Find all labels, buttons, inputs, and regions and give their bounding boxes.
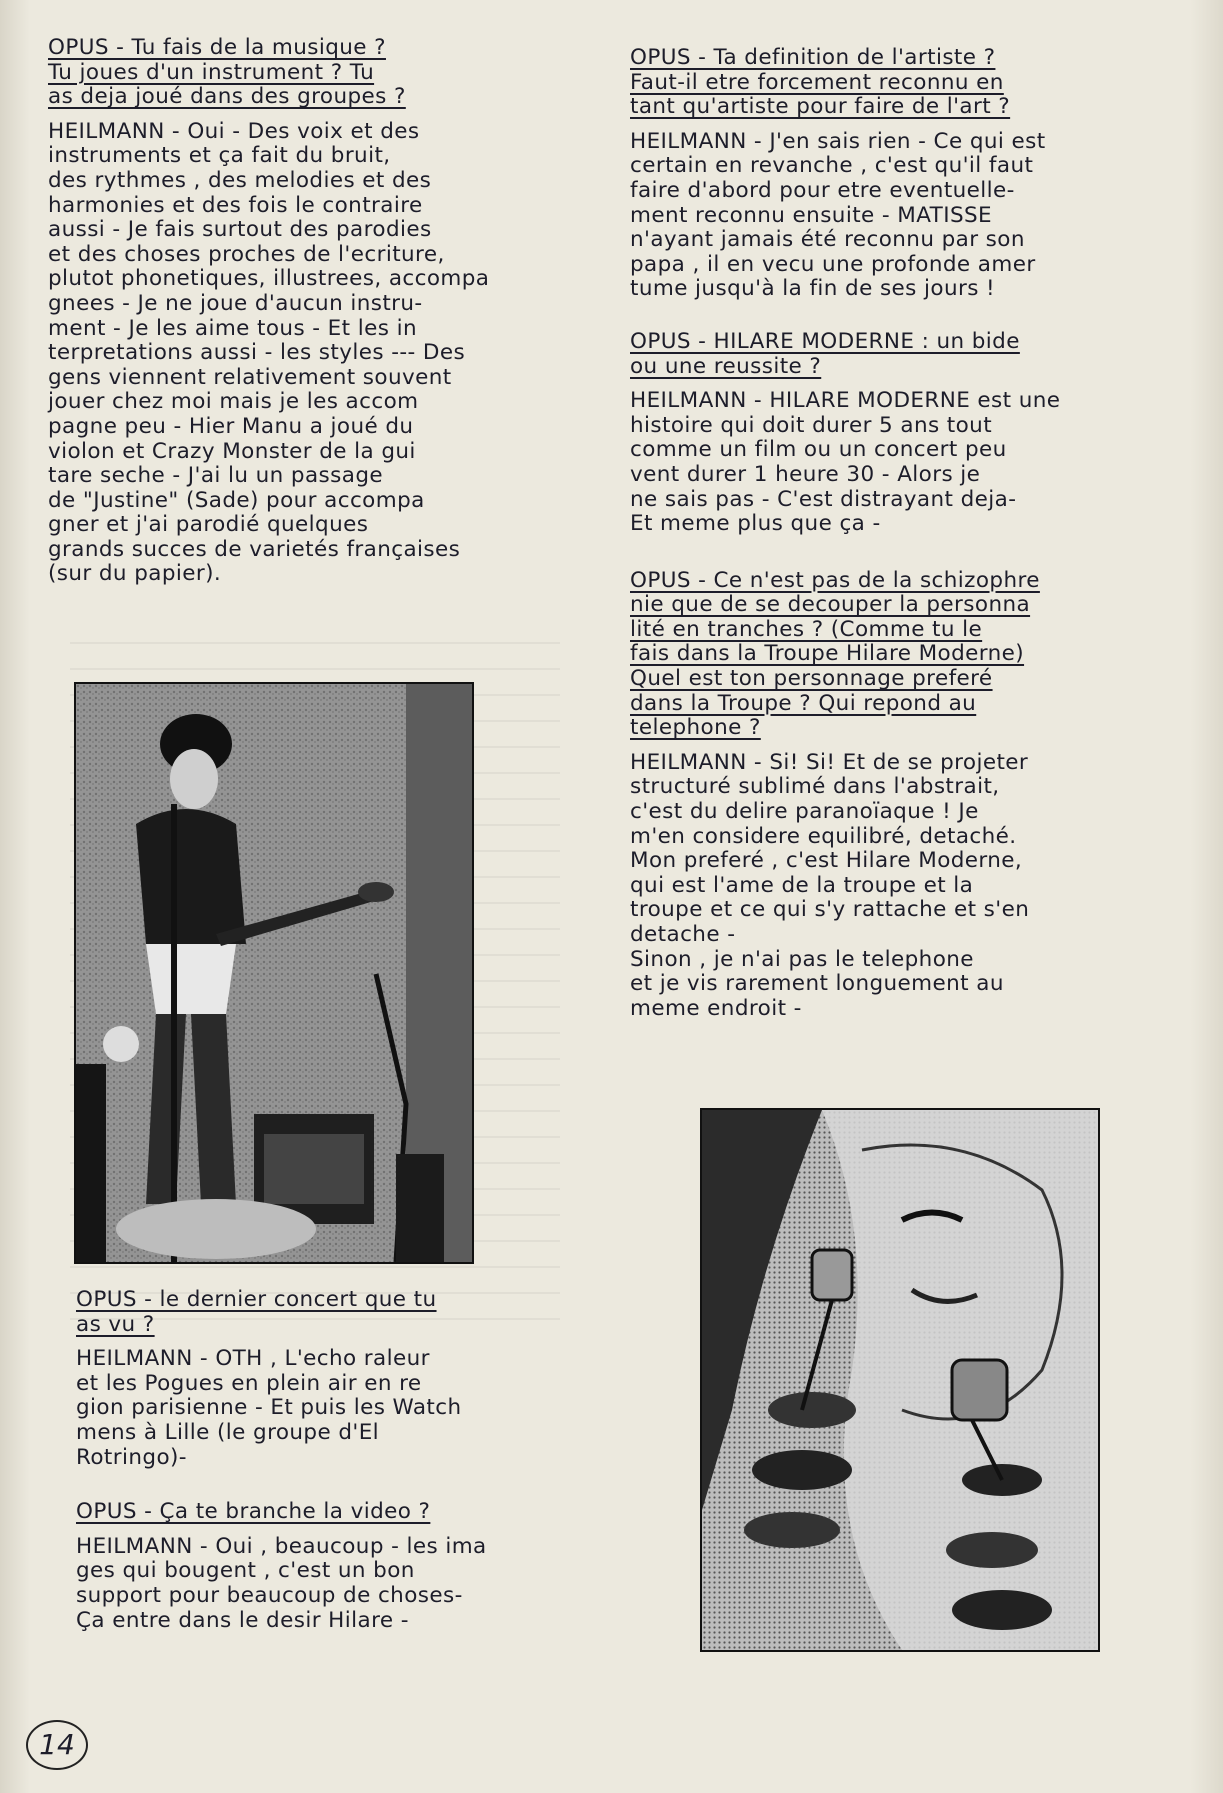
answer-line: support pour beaucoup de choses-: [76, 1582, 463, 1608]
question-line: as vu ?: [76, 1311, 155, 1337]
answer-line: instruments et ça fait du bruit,: [48, 143, 391, 169]
guitarist-illustration: [76, 684, 472, 1262]
question-line: as deja joué dans des groupes ?: [48, 84, 406, 110]
concert-photo: [74, 682, 474, 1264]
answer-line: grands succes de varietés françaises: [48, 536, 461, 562]
answer-artist: [630, 130, 1220, 302]
question-line: Quel est ton personnage preferé: [630, 666, 993, 692]
answer-line: m'en considere equilibré, detaché.: [630, 823, 1017, 849]
answer-line: et les Pogues en plein air en re: [76, 1370, 422, 1396]
question-line: OPUS - HILARE MODERNE : un bide: [630, 328, 1020, 354]
answer-line: troupe et ce qui s'y rattache et s'en: [630, 897, 1030, 923]
answer-line: qui est l'ame de la troupe et la: [630, 872, 974, 898]
answer-line: ment - Je les aime tous - Et les in: [48, 315, 417, 341]
answer-line: Sinon , je n'ai pas le telephone: [630, 946, 974, 972]
answer-line: ne sais pas - C'est distrayant deja-: [630, 486, 1017, 512]
answer-line: ges qui bougent , c'est un bon: [76, 1558, 415, 1584]
collage-image: [700, 1108, 1100, 1652]
answer-line: HEILMANN - OTH , L'echo raleur: [76, 1346, 430, 1372]
question-line: telephone ?: [630, 715, 761, 741]
answer-line: de "Justine" (Sade) pour accompa: [48, 487, 425, 513]
answer-line: mens à Lille (le groupe d'El: [76, 1419, 380, 1445]
answer-line: n'ayant jamais été reconnu par son: [630, 227, 1025, 253]
left-interview-block-1: [48, 36, 528, 587]
question-line: ou une reussite ?: [630, 353, 822, 379]
answer-line: Rotringo)-: [76, 1444, 187, 1470]
question-hilare: [630, 330, 1220, 379]
question-line: dans la Troupe ? Qui repond au: [630, 690, 977, 716]
answer-line: gner et j'ai parodié quelques: [48, 512, 369, 538]
answer-line: harmonies et des fois le contraire: [48, 192, 423, 218]
answer-line: HEILMANN - Oui - Des voix et des: [48, 118, 420, 144]
answer-line: comme un film ou un concert peu: [630, 437, 1007, 463]
answer-line: gion parisienne - Et puis les Watch: [76, 1395, 462, 1421]
answer-music: [48, 120, 528, 587]
answer-line: jouer chez moi mais je les accom: [48, 389, 419, 415]
answer-line: meme endroit -: [630, 995, 802, 1021]
answer-line: gens viennent relativement souvent: [48, 364, 452, 390]
answer-line: tare seche - J'ai lu un passage: [48, 463, 383, 489]
question-line: fais dans la Troupe Hilare Moderne): [630, 641, 1025, 667]
question-schizophrenia: [630, 569, 1220, 741]
question-artist: [630, 46, 1220, 120]
question-line: Tu joues d'un instrument ? Tu: [48, 59, 375, 85]
answer-line: vent durer 1 heure 30 - Alors je: [630, 461, 981, 487]
answer-line: (sur du papier).: [48, 561, 222, 587]
answer-line: certain en revanche , c'est qu'il faut: [630, 153, 1034, 179]
answer-line: c'est du delire paranoïaque ! Je: [630, 799, 979, 825]
answer-line: HEILMANN - Oui , beaucoup - les ima: [76, 1533, 487, 1559]
question-line: tant qu'artiste pour faire de l'art ?: [630, 94, 1011, 120]
answer-video: [76, 1535, 576, 1633]
answer-line: terpretations aussi - les styles --- Des: [48, 340, 466, 366]
question-line: OPUS - Tu fais de la musique ?: [48, 35, 386, 60]
face-collage-illustration: [702, 1110, 1098, 1650]
answer-line: HEILMANN - HILARE MODERNE est une: [630, 388, 1061, 414]
answer-line: detache -: [630, 922, 736, 947]
question-line: nie que de se decouper la personna: [630, 592, 1031, 618]
answer-line: aussi - Je fais surtout des parodies: [48, 217, 432, 243]
answer-line: pagne peu - Hier Manu a joué du: [48, 413, 414, 439]
answer-line: structuré sublimé dans l'abstrait,: [630, 774, 1000, 800]
answer-line: HEILMANN - J'en sais rien - Ce qui est: [630, 128, 1046, 154]
answer-line: des rythmes , des melodies et des: [48, 167, 432, 193]
answer-line: et des choses proches de l'ecriture,: [48, 241, 445, 267]
right-interview-block: [630, 46, 1220, 1021]
answer-line: faire d'abord pour etre eventuelle-: [630, 177, 1015, 203]
answer-line: Mon preferé , c'est Hilare Moderne,: [630, 848, 1023, 874]
answer-schizophrenia: [630, 751, 1220, 1022]
answer-line: plutot phonetiques, illustrees, accompa: [48, 266, 490, 292]
question-line: Faut-il etre forcement reconnu en: [630, 69, 1004, 95]
page-number: 14: [26, 1720, 88, 1770]
question-line: OPUS - le dernier concert que tu: [76, 1287, 437, 1312]
left-interview-block-2: [76, 1288, 576, 1633]
question-concert: [76, 1288, 576, 1337]
answer-line: papa , il en vecu une profonde amer: [630, 251, 1036, 277]
question-line: lité en tranches ? (Comme tu le: [630, 616, 983, 642]
answer-hilare: [630, 389, 1220, 537]
question-video: [76, 1500, 576, 1525]
answer-line: ment reconnu ensuite - MATISSE: [630, 202, 993, 228]
answer-concert: [76, 1347, 576, 1470]
answer-line: gnees - Je ne joue d'aucun instru-: [48, 290, 423, 316]
question-line: OPUS - Ce n'est pas de la schizophre: [630, 567, 1040, 593]
answer-line: Et meme plus que ça -: [630, 511, 881, 537]
question-line: OPUS - Ta definition de l'artiste ?: [630, 45, 996, 70]
answer-line: Ça entre dans le desir Hilare -: [76, 1607, 409, 1633]
answer-line: violon et Crazy Monster de la gui: [48, 438, 416, 464]
answer-line: tume jusqu'à la fin de ses jours !: [630, 276, 996, 302]
answer-line: et je vis rarement longuement au: [630, 971, 1004, 997]
question-music: [48, 36, 528, 110]
question-line: OPUS - Ça te branche la video ?: [76, 1499, 431, 1525]
answer-line: HEILMANN - Si! Si! Et de se projeter: [630, 749, 1029, 775]
answer-line: histoire qui doit durer 5 ans tout: [630, 412, 993, 438]
